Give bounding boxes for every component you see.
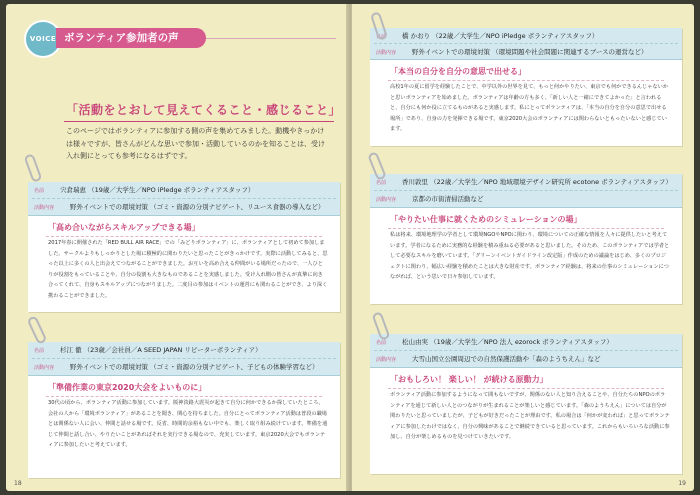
participant-name: 杉江 徹 （23歳／会社員／A SEED JAPAN リピーターボランティア） — [60, 346, 262, 354]
name-label: 名前 — [376, 34, 387, 40]
activity-label: 活動内容 — [34, 365, 55, 371]
activity-description: 野外イベントでの環境対策 （ゴミ・資源の分別ナビゲート、リユース食器の導入など） — [70, 203, 325, 211]
card-quote: 「高め合いながらスキルアップできる場」 — [48, 223, 200, 232]
left-page — [6, 4, 348, 491]
card-body: 私は将来、環境地理学の学者として環境NGOやNPOに関わり、環境についての正確な情報を人々に提供したいと考えています。学者になるために実務的な経験を積み重ねる必要があると思いました。そのため、このボランティアでは学者として必要なスキルを磨いています。「グリーンイベントガイドライン改定版」作成のための議論をはじめ、多くのプロジェクトに関わり、幅広い経験を積めたことは大きな財産です。ボランティア経験は、将来の仕事のシミュレーションにつながれば、という思いで日々参加しています。 — [390, 232, 670, 281]
activity-description: 野外イベントでの環境対策 （環境問題や社会問題に関連するブースの運営など） — [412, 48, 648, 56]
quote-divider — [388, 388, 664, 389]
paperclip-icon — [27, 315, 48, 345]
name-label: 名前 — [376, 340, 387, 346]
header-divider — [374, 43, 678, 44]
card-body: ボランティア活動に参加するようになって間もないですが、関係のない人と知り合えることや、自分たちのNPOのボランティアを通じて新しい人とのつながりが生まれることが楽しいと感じています。「森のようちえん」については自分が関わりたいと思っていましたが、子どもが好きだったことが理由です。私の場合は「何かが変われば」と思ってボランティアに参加したわけではなく、自分の興味があることで継続できていると思っています。これからもいろいろな活動に参加し、自分が楽しめるものを見つけていきたいです。 — [390, 392, 670, 441]
activity-label: 活動内容 — [34, 205, 55, 211]
participant-name: 橋 かおり （22歳／大学生／NPO iPledge ボランティアスタッフ） — [402, 32, 599, 40]
quote-divider — [46, 396, 322, 397]
lead-divider — [64, 121, 334, 122]
section-title: ボランティア参加者の声 — [56, 28, 206, 48]
testimonial-card-5 — [370, 334, 682, 474]
lead-title: 「活動をとおして見えてくること・感じること」 — [66, 103, 342, 117]
quote-divider — [46, 236, 322, 237]
card-header — [370, 334, 682, 368]
card-quote: 「やりたい仕事に就くためのシミュレーションの場」 — [390, 215, 582, 224]
name-label: 名前 — [34, 188, 45, 194]
testimonial-card-2 — [28, 342, 340, 478]
page-number-right: 19 — [678, 480, 686, 487]
testimonial-card-3 — [370, 28, 682, 146]
card-header — [370, 174, 682, 208]
quote-divider — [388, 228, 664, 229]
card-header — [28, 342, 340, 376]
right-page — [352, 4, 694, 491]
testimonial-card-4 — [370, 174, 682, 304]
testimonial-card-1 — [28, 182, 340, 312]
header-divider — [374, 190, 678, 191]
name-label: 名前 — [34, 348, 45, 354]
activity-label: 活動内容 — [376, 197, 397, 203]
paperclip-icon — [24, 153, 43, 183]
voice-badge: VOICE — [24, 20, 62, 58]
card-header — [370, 28, 682, 60]
activity-description: 野外イベントでの環境対策 （ゴミ・資源の分別ナビゲート、子どもの体験学習など） — [70, 363, 319, 371]
card-body: 30代の頃から、ボランティア活動に参加しています。阪神淡路大震災が起きて自分に何かできるか探していたところ、会社の人から「環境ボランティア」があることを聞き、関心を持ちました。自分にとってボランティア活動は普段の職場とは関係ない人に会い、仲間と話せる場です。反省、時間的余裕もない中でも、楽しく取り組み続けています。準備を通じて仲間と話し合い、やりたいことがあればそれを実行できる場なので、充実しています。東京2020大会でもボランティアに参加したいと考えています。 — [48, 400, 328, 449]
card-quote: 「準備作業の東京2020大会をよいものに」 — [48, 383, 207, 392]
activity-description: 京都の市街清掃活動など — [412, 195, 484, 203]
header-divider — [32, 358, 336, 359]
header-divider — [374, 350, 678, 351]
header-divider — [206, 38, 336, 39]
name-label: 名前 — [376, 180, 387, 186]
card-quote: 「本当の自分を自分の意思で出せる」 — [390, 67, 526, 76]
lead-text: このページではボランティアに参加する側の声を集めてみました。動機やきっかけは様々ですが、皆さんがどんな思いで参加・活動しているのかを知ることは、受け入れ側にとっても参考になるはずです。 — [66, 127, 325, 160]
header-divider — [32, 198, 336, 199]
card-quote: 「おもしろい！ 楽しい！ が続ける原動力」 — [390, 375, 548, 384]
card-body: 高校1年の夏に留学を経験したことで、中学以外の世界を見て、もっと何かやりたい、東京でも何かできるんじゃないかと思いボランティアを始めました。ボランティアは年齢の方も多く、「新しい人と一緒にできてよかった」と言われると、自分にも何か役に立てるものがあると実感します。私にとってボランティアは、「本当の自分を自分の意思で出せる場所」であり、自身の力を発揮できる場です。東京2020大会のボランティアには関わらないともったいないと感じています。 — [390, 84, 669, 133]
activity-label: 活動内容 — [376, 50, 397, 56]
participant-name: 宍倉瑞恵 （19歳／大学生／NPO iPledge ボランティアスタッフ） — [60, 186, 255, 194]
card-body: 2017年春に開催された「RED BULL AIR RACE」での「みどりボランティア」に、ボランティアとして初めて参加しました。サークルよりもしっかりとした場に積極的に関わりたいと思ったことがきっかけです。実際に活動してみると、思った以上に多くの人と出会えてつながることができました。お互いを高め合える仲間がいる場所だったので、一人ひとりが役割をもっていることや、自分の役割も大きなものであることを実感しました。受け入れ側の皆さんが真摯に向き合ってくれて、自身もスキルアップにつながりました。二度目の参加はイベントの運営にも関わることができ、より深く携わることができました。 — [48, 240, 328, 299]
page-number-left: 18 — [14, 480, 22, 487]
card-header — [28, 182, 340, 216]
activity-description: 大雪山国立公園周辺での自然保護活動や「森のようちえん」など — [412, 355, 601, 363]
quote-divider — [388, 80, 664, 81]
participant-name: 香川敦里 （22歳／大学生／NPO 地域環境デザイン研究所 ecotone ボランティアスタッフ） — [402, 178, 672, 186]
activity-label: 活動内容 — [376, 357, 397, 363]
participant-name: 松山由実 （19歳／大学生／NPO 法人 ezorock ボランティアスタッフ） — [402, 338, 613, 346]
